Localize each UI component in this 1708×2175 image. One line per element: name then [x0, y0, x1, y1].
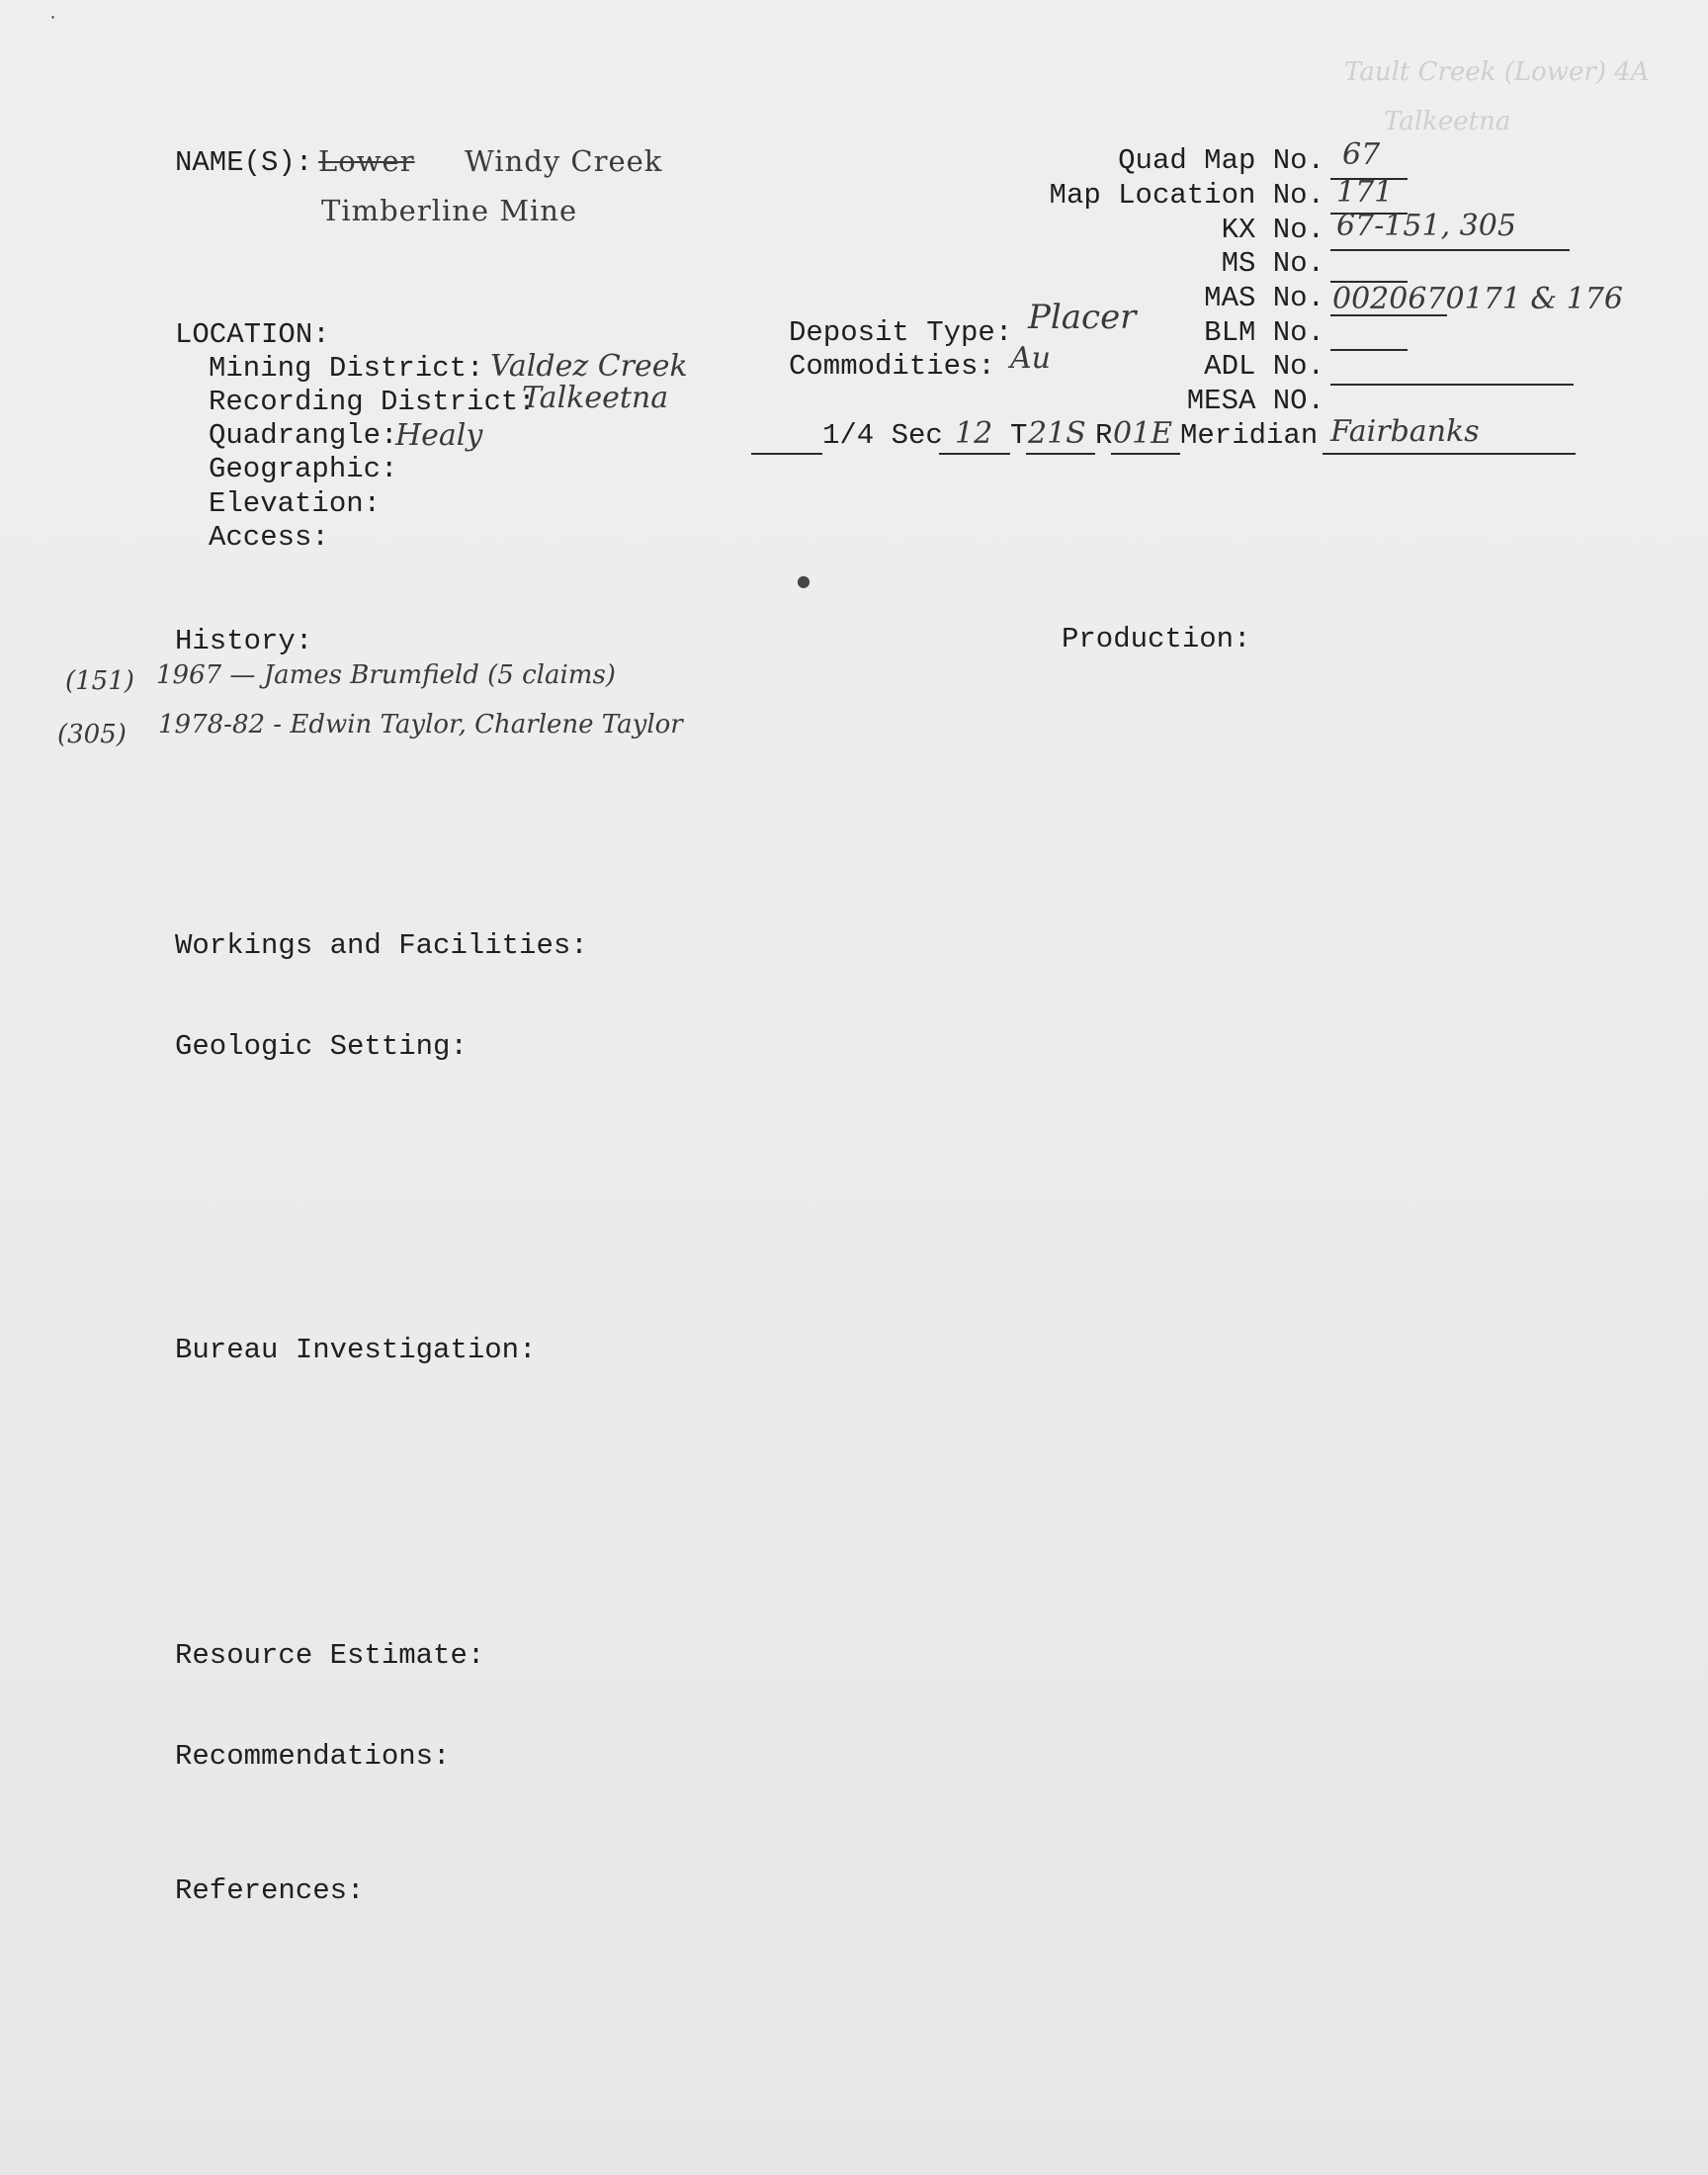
- history-ref: (305): [57, 720, 127, 749]
- quadrangle-value: Healy: [395, 418, 483, 453]
- recording-district-value: Talkeetna: [522, 381, 669, 415]
- mas-value: 0020670171 & 176: [1332, 282, 1623, 316]
- geographic-label: Geographic:: [209, 453, 398, 485]
- map-location-label: Map Location No.: [1049, 179, 1324, 212]
- bureau-heading: Bureau Investigation:: [175, 1334, 537, 1366]
- range-value: 01E: [1113, 416, 1173, 451]
- bleed-through-text: Tault Creek (Lower) 4A: [1344, 57, 1650, 87]
- history-entry: 1967 — James Brumfield (5 claims): [156, 660, 616, 690]
- commodities-label: Commodities:: [789, 350, 995, 383]
- mesa-label: MESA NO.: [1186, 385, 1324, 417]
- stray-mark: ˙: [47, 14, 58, 39]
- blm-underline: [1330, 349, 1408, 351]
- meridian-underline: [1323, 453, 1576, 455]
- history-ref: (151): [65, 666, 134, 696]
- deposit-type-value: Placer: [1028, 298, 1137, 337]
- mas-label: MAS No.: [1204, 282, 1324, 314]
- stray-mark: ●: [797, 571, 811, 590]
- map-location-value: 171: [1336, 175, 1394, 210]
- resource-heading: Resource Estimate:: [175, 1639, 485, 1672]
- ms-label: MS No.: [1221, 247, 1324, 280]
- elevation-label: Elevation:: [209, 487, 382, 520]
- range-label: R: [1095, 419, 1113, 452]
- meridian-value: Fairbanks: [1330, 414, 1480, 449]
- names-value-line1: Windy Creek: [465, 144, 663, 178]
- recommendations-heading: Recommendations:: [175, 1740, 451, 1773]
- township-value: 21S: [1028, 416, 1086, 451]
- workings-heading: Workings and Facilities:: [175, 929, 588, 962]
- adl-underline: [1330, 384, 1574, 386]
- mas-underline: [1330, 314, 1447, 316]
- quad-map-label: Quad Map No.: [1118, 144, 1324, 177]
- deposit-type-label: Deposit Type:: [789, 316, 1013, 349]
- quadrangle-label: Quadrangle:: [209, 419, 398, 452]
- access-label: Access:: [209, 521, 329, 554]
- names-struck-value: Lower: [318, 144, 415, 178]
- quarter-sec-label: 1/4 Sec: [822, 419, 943, 452]
- bleed-through-text: Talkeetna: [1384, 107, 1511, 136]
- meridian-label: Meridian: [1180, 419, 1319, 452]
- section-value: 12: [955, 416, 993, 451]
- history-entry: 1978-82 - Edwin Taylor, Charlene Taylor: [158, 710, 683, 740]
- geologic-heading: Geologic Setting:: [175, 1030, 468, 1063]
- kx-underline: [1330, 249, 1570, 251]
- quarter-underline: [751, 453, 822, 455]
- mining-district-value: Valdez Creek: [490, 349, 688, 384]
- section-underline: [939, 453, 1010, 455]
- range-underline: [1111, 453, 1180, 455]
- blm-label: BLM No.: [1204, 316, 1324, 349]
- kx-label: KX No.: [1221, 214, 1324, 246]
- names-value-line2: Timberline Mine: [321, 194, 578, 227]
- history-heading: History:: [175, 625, 313, 657]
- township-label: T: [1010, 419, 1028, 452]
- recording-district-label: Recording District:: [209, 386, 536, 418]
- location-heading: LOCATION:: [175, 318, 330, 351]
- commodities-value: Au: [1010, 341, 1051, 376]
- kx-value: 67-151, 305: [1336, 209, 1516, 243]
- names-label: NAME(S):: [175, 146, 313, 179]
- quad-map-value: 67: [1342, 137, 1381, 172]
- mining-district-label: Mining District:: [209, 352, 484, 385]
- references-heading: References:: [175, 1874, 365, 1907]
- production-heading: Production:: [1062, 623, 1251, 655]
- township-underline: [1026, 453, 1095, 455]
- adl-label: ADL No.: [1204, 350, 1324, 383]
